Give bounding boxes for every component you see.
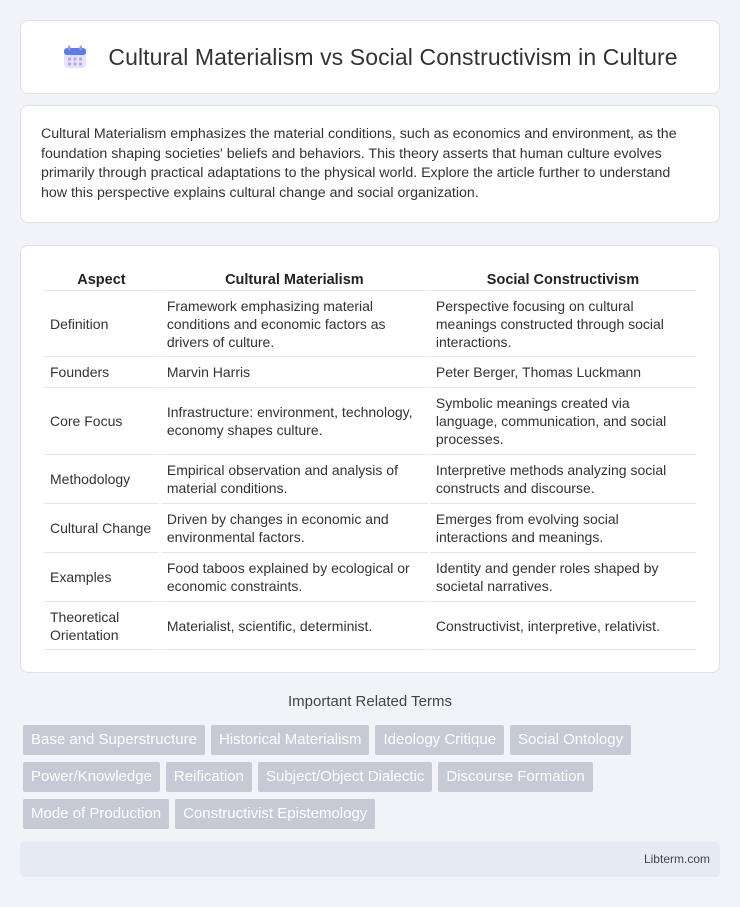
table-row <box>44 290 696 356</box>
row-social-constructivism: Identity and gender roles shaped by societal narratives. <box>430 552 696 601</box>
row-cultural-materialism: Empirical observation and analysis of material conditions. <box>161 454 428 503</box>
table-row <box>44 601 696 650</box>
related-term-tag[interactable]: Mode of Production <box>23 799 169 829</box>
row-cultural-materialism: Driven by changes in economic and environmental factors. <box>161 503 428 552</box>
row-social-constructivism: Perspective focusing on cultural meanings constructed through social interactions. <box>430 290 696 356</box>
related-term-tag[interactable]: Power/Knowledge <box>23 762 160 792</box>
row-social-constructivism: Peter Berger, Thomas Luckmann <box>430 356 696 387</box>
related-term-tag[interactable]: Reification <box>166 762 252 792</box>
intro-card <box>20 105 720 223</box>
comparison-table-card <box>20 245 720 673</box>
row-cultural-materialism: Framework emphasizing material conditions and economic factors as drivers of culture. <box>161 290 428 356</box>
table-row <box>44 387 696 454</box>
table-row <box>44 356 696 387</box>
row-cultural-materialism: Marvin Harris <box>161 356 428 387</box>
row-aspect: Founders <box>44 356 159 387</box>
row-social-constructivism: Interpretive methods analyzing social constructs and discourse. <box>430 454 696 503</box>
row-social-constructivism: Symbolic meanings created via language, communication, and social processes. <box>430 387 696 454</box>
page-title: Cultural Materialism vs Social Constructivism in Culture <box>108 43 678 70</box>
header-aspect: Aspect <box>77 272 126 288</box>
row-aspect: Cultural Change <box>44 503 159 552</box>
footer-site-link[interactable]: Libterm.com <box>643 852 710 866</box>
row-cultural-materialism: Materialist, scientific, determinist. <box>161 601 428 650</box>
related-term-tag[interactable]: Ideology Critique <box>375 725 504 755</box>
related-term-tag[interactable]: Social Ontology <box>510 725 631 755</box>
calendar-icon <box>62 44 88 70</box>
related-term-tag[interactable]: Discourse Formation <box>438 762 592 792</box>
row-aspect: Core Focus <box>44 387 159 454</box>
table-row <box>44 503 696 552</box>
row-social-constructivism: Constructivist, interpretive, relativist. <box>430 601 696 650</box>
table-row <box>44 454 696 503</box>
row-aspect: Examples <box>44 552 159 601</box>
related-terms-title: Important Related Terms <box>288 693 452 710</box>
header-cultural-materialism: Cultural Materialism <box>225 272 364 288</box>
row-aspect: Definition <box>44 290 159 356</box>
related-term-tag[interactable]: Historical Materialism <box>211 725 370 755</box>
related-term-tag[interactable]: Base and Superstructure <box>23 725 205 755</box>
related-terms-list <box>23 725 723 836</box>
header-social-constructivism: Social Constructivism <box>486 272 640 288</box>
intro-text: Cultural Materialism emphasizes the material conditions, such as economics and environment, as the foundation shaping societies' beliefs and behaviors. This theory asserts that human culture evolves primarily through practical adaptations to the physical world. Explore the article further to understand how this perspective explains cultural change and social organization. <box>41 126 677 201</box>
related-term-tag[interactable]: Constructivist Epistemology <box>175 799 375 829</box>
table-header-row <box>44 266 696 290</box>
row-aspect: Methodology <box>44 454 159 503</box>
related-term-tag[interactable]: Subject/Object Dialectic <box>258 762 432 792</box>
footer <box>20 842 720 877</box>
comparison-table <box>42 266 698 650</box>
title-card <box>20 20 720 94</box>
row-cultural-materialism: Infrastructure: environment, technology, economy shapes culture. <box>161 387 428 454</box>
row-aspect: Theoretical Orientation <box>44 601 159 650</box>
row-social-constructivism: Emerges from evolving social interactions and meanings. <box>430 503 696 552</box>
table-row <box>44 552 696 601</box>
row-cultural-materialism: Food taboos explained by ecological or economic constraints. <box>161 552 428 601</box>
